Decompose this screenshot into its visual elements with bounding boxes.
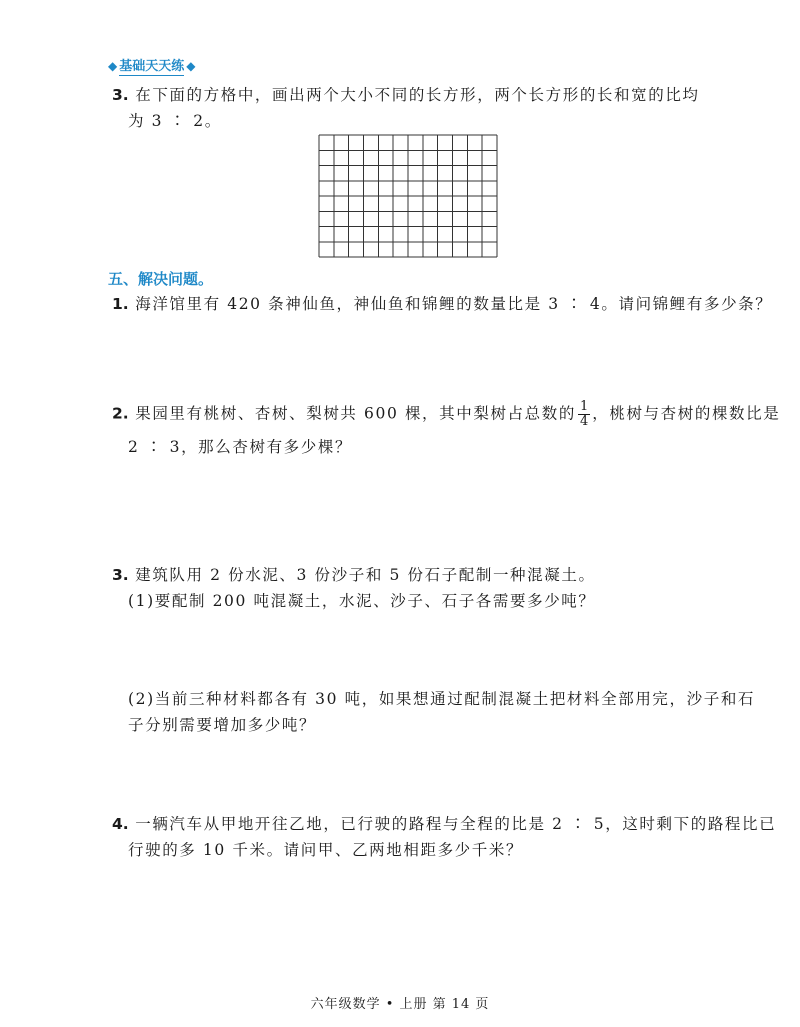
banner-label: 基础天天练 xyxy=(119,55,184,76)
q3-line2: 为 3 ∶ 2。 xyxy=(128,112,222,130)
section-banner xyxy=(108,55,195,76)
problem-2-text-b: ，桃树与杏树的棵数比是 xyxy=(592,404,781,423)
fraction-numerator: 1 xyxy=(579,399,589,414)
problem-3-sub1: (1)要配制 200 吨混凝土，水泥、沙子、石子各需要多少吨？ xyxy=(128,592,596,610)
problem-3-sub2-line2: 子分别需要增加多少吨？ xyxy=(128,716,317,734)
problem-2-line1 xyxy=(112,400,780,429)
question-number: 3. xyxy=(112,86,129,104)
problem-3-sub2-line1: (2)当前三种材料都各有 30 吨，如果想通过配制混凝土把材料全部用完，沙子和石 xyxy=(128,690,756,708)
problem-1-text: 海洋馆里有 420 条神仙鱼，神仙鱼和锦鲤的数量比是 3 ∶ 4。请问锦鲤有多少条？ xyxy=(135,295,773,313)
fraction-denominator: 4 xyxy=(579,414,589,429)
problem-3-intro xyxy=(112,564,596,586)
page-footer: 六年级数学 • 上册 第 14 页 xyxy=(310,997,490,1012)
diamond-icon: ◆ xyxy=(186,58,196,73)
q3-line1 xyxy=(112,84,700,106)
problem-3-text: 建筑队用 2 份水泥、3 份沙子和 5 份石子配制一种混凝土。 xyxy=(135,566,596,584)
question-number: 2. xyxy=(112,404,129,423)
diamond-icon: ◆ xyxy=(108,58,118,73)
problem-2-line2: 2 ∶ 3，那么杏树有多少棵？ xyxy=(128,438,353,456)
q3-text: 在下面的方格中，画出两个大小不同的长方形，两个长方形的长和宽的比均 xyxy=(135,86,700,104)
section-title: 五、解决问题。 xyxy=(108,270,214,288)
problem-4-line1 xyxy=(112,813,776,835)
problem-2-text-a: 果园里有桃树、杏树、梨树共 600 棵，其中梨树占总数的 xyxy=(135,404,576,423)
problem-1 xyxy=(112,293,772,315)
question-number: 4. xyxy=(112,815,129,833)
fraction xyxy=(578,400,590,429)
problem-4-line2: 行驶的多 10 千米。请问甲、乙两地相距多少千米？ xyxy=(128,841,524,859)
question-number: 3. xyxy=(112,566,129,584)
drawing-grid[interactable] xyxy=(318,134,498,258)
question-number: 1. xyxy=(112,295,129,313)
problem-4-text: 一辆汽车从甲地开往乙地，已行驶的路程与全程的比是 2 ∶ 5，这时剩下的路程比已 xyxy=(135,815,777,833)
